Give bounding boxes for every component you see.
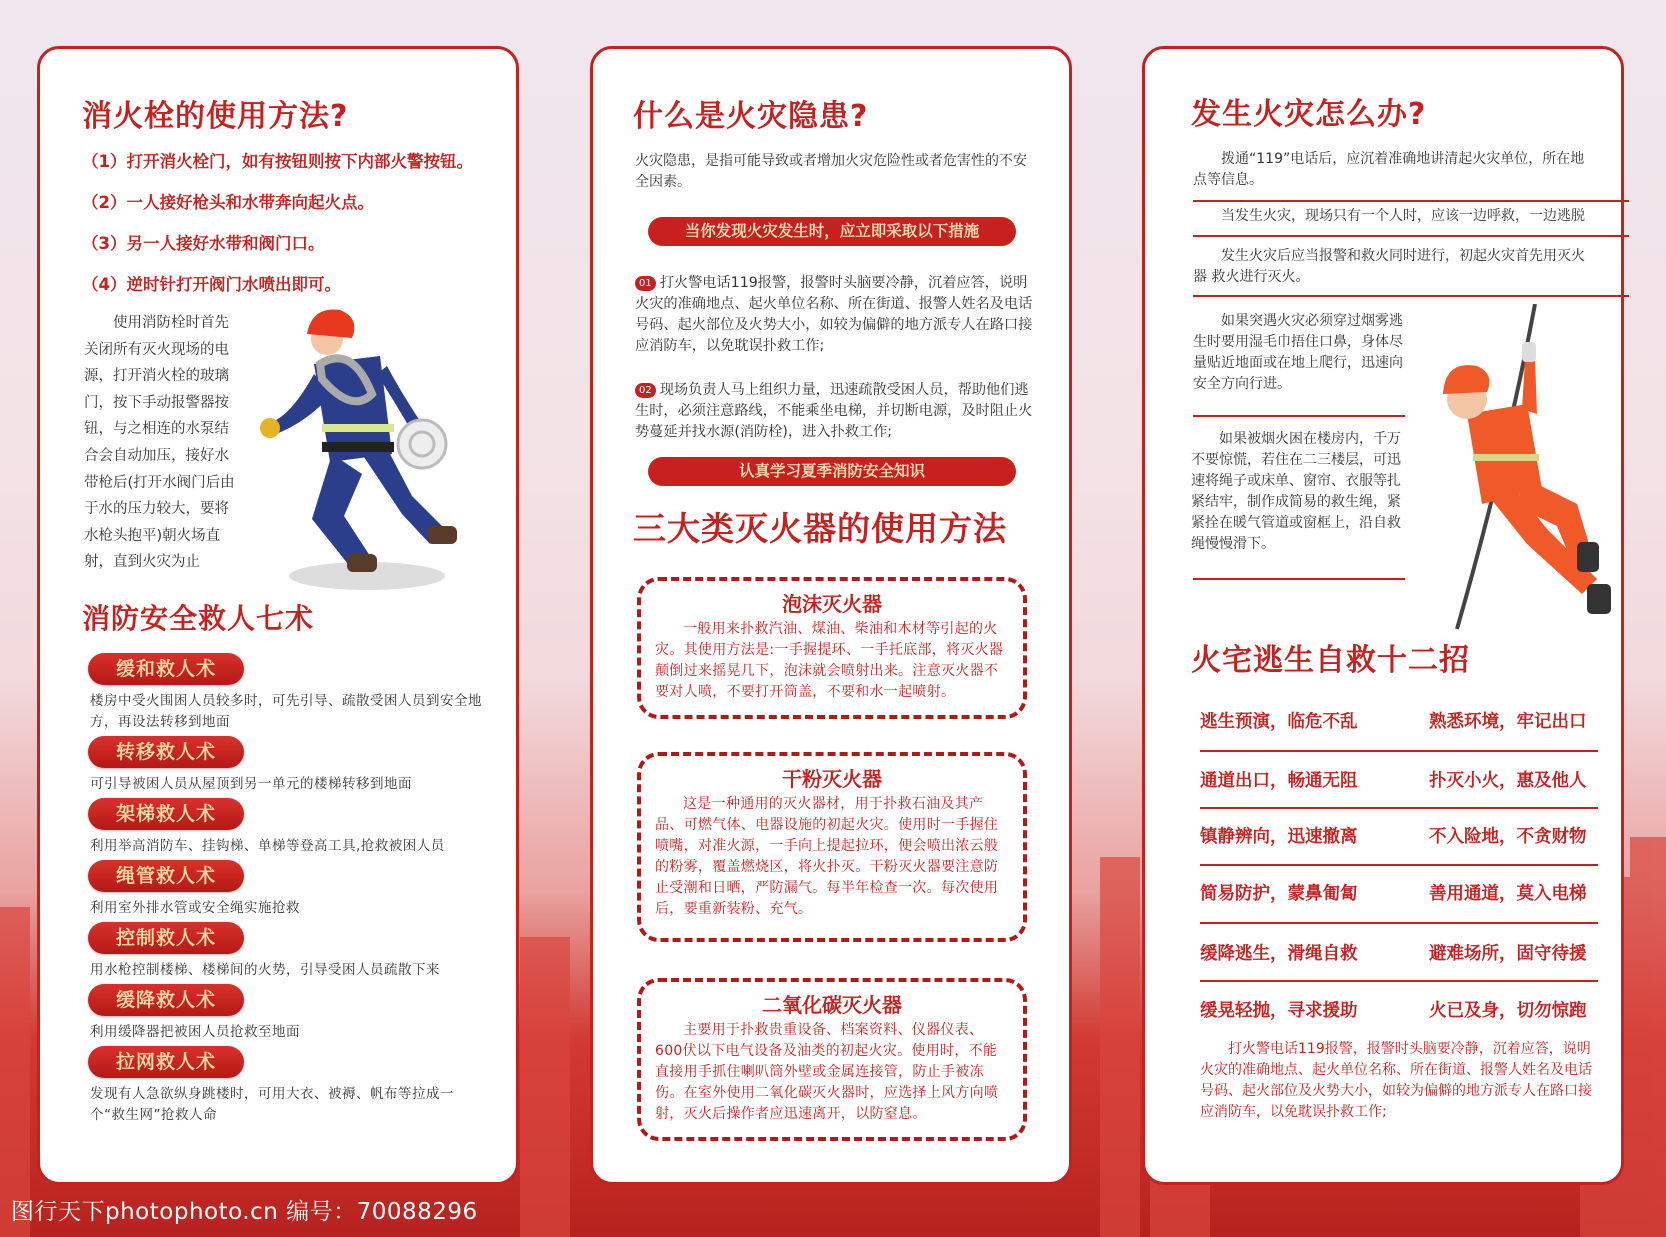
- advice-paragraph: 发生火灾后应当报警和救火同时进行，初起火灾首先用灭火器 救火进行灭火。: [1193, 248, 1585, 285]
- escape-tip: 缓降逃生，滑绳自救: [1200, 944, 1358, 964]
- hydrant-title: 消火栓的使用方法?: [82, 99, 349, 134]
- advice-paragraph: 拨通“119”电话后，应沉着准确地讲清起火灾单位，所在地点等信息。: [1193, 151, 1585, 188]
- rescue-desc: 利用举高消防车、挂钩梯、单梯等登高工具,抢救被困人员: [90, 838, 445, 854]
- extinguisher-text: 主要用于扑救贵重设备、档案资料、仪器仪表、600伏以下电气设备及油类的初起火灾。使用时，不能直接用手抓住喇叭筒外壁或金属连接管，防止手被冻伤。在室外使用二氧化碳灭火器时，应选择上风方向喷射，灭火后操作者应迅速离开，以防窒息。: [655, 1022, 999, 1122]
- measure-item: [635, 380, 1033, 443]
- rescue-pill: 拉网救人术: [88, 1046, 244, 1078]
- panel-what-to-do: [1142, 46, 1624, 1185]
- escape-tip: 扑灭小火，惠及他人: [1429, 771, 1587, 791]
- rescue-pill: 架梯救人术: [88, 798, 244, 830]
- hydrant-step: （1）打开消火栓门，如有按钮则按下内部火警按钮。: [82, 152, 473, 171]
- rescue-pill: 缓降救人术: [88, 984, 244, 1016]
- number-badge: 01: [635, 276, 656, 291]
- rescue-desc: 发现有人急欲纵身跳楼时，可用大衣、被褥、帆布等拉成一个“救生网”抢救人命: [90, 1086, 454, 1123]
- firefighter-running-illustration: [252, 304, 477, 594]
- divider: [1200, 922, 1598, 924]
- rescue-item: [78, 922, 485, 981]
- hydrant-step: （4）逆时针打开阀门水喷出即可。: [82, 275, 341, 294]
- divider: [1200, 807, 1598, 809]
- advice-paragraph: 如果被烟火困在楼房内，千万不要惊慌，若住在二三楼层，可迅速将绳子或床单、窗帘、衣服等扎紧结牢，制作成简易的救生绳，紧紧拴在暖气管道或窗框上，沿自救绳慢慢滑下。: [1191, 431, 1401, 552]
- hazard-intro: 火灾隐患，是指可能导致或者增加火灾危险性或者危害性的不安全因素。: [635, 153, 1027, 190]
- rescue-desc: 利用缓降器把被困人员抢救至地面: [90, 1024, 300, 1040]
- panel-fire-hazard: [590, 46, 1072, 1185]
- rescue-item: [78, 860, 485, 919]
- hazard-title: 什么是火灾隐患?: [633, 99, 869, 134]
- escape-tip: 熟悉环境，牢记出口: [1429, 712, 1587, 732]
- rescue-section-title: 消防安全救人七术: [82, 602, 315, 635]
- escape-tip: 逃生预演，临危不乱: [1200, 712, 1358, 732]
- extinguisher-card-powder: [637, 752, 1027, 942]
- divider: [1193, 415, 1405, 417]
- measure-text: 现场负责人马上组织力量，迅速疏散受困人员，帮助他们逃生时，必须注意路线，不能乘坐电梯，并切断电源，及时阻止火势蔓延并找水源(消防栓)，进入扑救工作;: [635, 382, 1033, 440]
- advice-paragraph: 当发生火灾，现场只有一个人时，应该一边呼救，一边逃脱: [1221, 208, 1585, 224]
- extinguisher-card-foam: [637, 577, 1027, 719]
- extinguisher-text: 这是一种通用的灭火器材，用于扑救石油及其产品、可燃气体、电器设施的初起火灾。使用时一手握住喷嘴，对准火源，一手向上提起拉环，便会喷出浓云般的粉雾，覆盖燃烧区，将火扑灭。干粉灭火器要注意防止受潮和日晒，严防漏气。每半年检查一次。每次使用后，要重新装粉、充气。: [655, 796, 999, 917]
- rescue-pill: 绳管救人术: [88, 860, 244, 892]
- escape-tip: 善用通道，莫入电梯: [1429, 884, 1587, 904]
- rescue-item: [78, 984, 485, 1043]
- number-badge: 02: [635, 383, 656, 398]
- escape-tip: 避难场所，固守待援: [1429, 944, 1587, 964]
- rescue-desc: 可引导被困人员从屋顶到另一单元的楼梯转移到地面: [90, 776, 412, 792]
- escape-tip: 简易防护，蒙鼻匍匐: [1200, 884, 1358, 904]
- divider: [1193, 578, 1405, 580]
- escape-section-title: 火宅逃生自救十二招: [1191, 643, 1470, 678]
- divider: [1200, 864, 1598, 866]
- rescue-desc: 楼房中受火围困人员较多时，可先引导、疏散受困人员到安全地方，再设法转移到地面: [90, 693, 482, 730]
- rescue-item: [78, 736, 485, 795]
- escape-tip: 不入险地，不贪财物: [1429, 827, 1587, 847]
- rescue-pill: 控制救人术: [88, 922, 244, 954]
- rescue-item: [78, 653, 485, 733]
- advice-paragraph: 如果突遇火灾必须穿过烟雾逃生时要用湿毛巾捂住口鼻，身体尽量贴近地面或在地上爬行，迅速向安全方向行进。: [1193, 313, 1403, 392]
- panel-hydrant: [37, 46, 519, 1185]
- measures-banner: 当你发现火灾发生时，应立即采取以下措施: [648, 217, 1016, 246]
- extinguisher-text: 一般用来扑救汽油、煤油、柴油和木材等引起的火灾。其使用方法是:一手握提环、一手托底部，将灭火器颠倒过来摇晃几下，泡沫就会喷射出来。注意灭火器不要对人喷，不要打开筒盖，不要和水一起喷射。: [655, 621, 1004, 700]
- divider: [1193, 295, 1629, 297]
- measure-item: [635, 273, 1033, 357]
- divider: [1193, 200, 1629, 202]
- extinguisher-card-co2: [637, 978, 1027, 1141]
- hydrant-step: （3）另一人接好水带和阀门口。: [82, 234, 325, 253]
- escape-tip: 通道出口，畅通无阻: [1200, 771, 1358, 791]
- firefighter-rappelling-illustration: [1407, 304, 1617, 634]
- escape-tip: 火已及身，切勿惊跑: [1429, 1001, 1587, 1021]
- extinguisher-section-title: 三大类灭火器的使用方法: [633, 509, 1007, 548]
- divider: [1200, 980, 1598, 982]
- watermark: 图行天下photophoto.cn 编号：70088296: [11, 1199, 478, 1225]
- rescue-pill: 缓和救人术: [88, 653, 244, 685]
- divider: [1193, 235, 1629, 237]
- hydrant-paragraph: 使用消防栓时首先关闭所有灭火现场的电源，打开消火栓的玻璃门，按下手动报警器按钮，与之相连的水泵结合会自动加压，接好水带枪后(打开水阀门后由于水的压力较大，要将水枪头抱平)朝火场直射，直到火灾为止: [84, 315, 235, 571]
- escape-tip: 镇静辨向，迅速撤离: [1200, 827, 1358, 847]
- rescue-item: [78, 798, 485, 857]
- study-banner: 认真学习夏季消防安全知识: [648, 457, 1016, 486]
- rescue-desc: 用水枪控制楼梯、楼梯间的火势，引导受困人员疏散下来: [90, 962, 440, 978]
- hydrant-step: （2）一人接好枪头和水带奔向起火点。: [82, 193, 374, 212]
- rescue-item: [78, 1046, 485, 1126]
- escape-tip: 缓晃轻抛，寻求援助: [1200, 1001, 1358, 1021]
- divider: [1200, 750, 1598, 752]
- whattodo-title: 发生火灾怎么办?: [1191, 97, 1427, 132]
- closing-paragraph: 打火警电话119报警，报警时头脑要冷静，沉着应答，说明火灾的准确地点、起火单位名称、所在街道、报警人姓名及电话号码、起火部位及火势大小，如较为偏僻的地方派专人在路口接应消防车，以免耽误扑救工作;: [1200, 1041, 1592, 1120]
- extinguisher-name: 泡沫灭火器: [782, 592, 882, 616]
- extinguisher-name: 干粉灭火器: [782, 767, 882, 791]
- rescue-desc: 利用室外排水管或安全绳实施抢救: [90, 900, 300, 916]
- rescue-pill: 转移救人术: [88, 736, 244, 768]
- rescue-list: [78, 653, 485, 1129]
- measure-text: 打火警电话119报警，报警时头脑要冷静，沉着应答，说明火灾的准确地点、起火单位名称、所在街道、报警人姓名及电话号码、起火部位及火势大小，如较为偏僻的地方派专人在路口接应消防车，以免耽误扑救工作;: [635, 275, 1033, 354]
- extinguisher-name: 二氧化碳灭火器: [762, 993, 902, 1017]
